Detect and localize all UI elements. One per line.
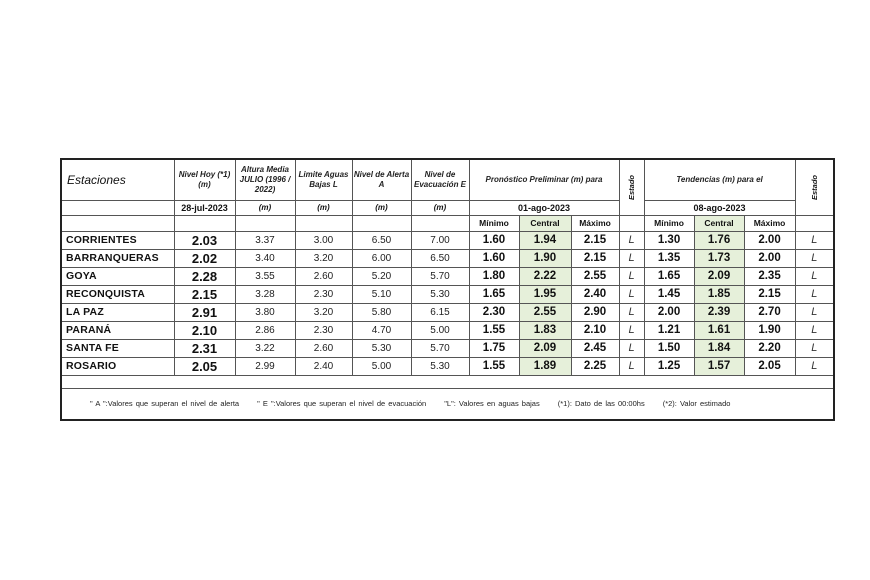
unit-altura-media: (m) bbox=[235, 200, 295, 215]
header-nivel-hoy: Nivel Hoy (*1) (m) bbox=[174, 159, 235, 200]
table-row bbox=[61, 303, 834, 321]
cell-t-min: 1.35 bbox=[644, 249, 694, 267]
cell-evac: 5.00 bbox=[411, 321, 469, 339]
cell-t-max: 2.00 bbox=[744, 249, 795, 267]
cell-station: LA PAZ bbox=[61, 303, 174, 321]
subheader-empty-cell bbox=[619, 215, 644, 231]
cell-f-max: 2.90 bbox=[571, 303, 619, 321]
cell-limite: 2.60 bbox=[295, 339, 352, 357]
cell-media: 3.28 bbox=[235, 285, 295, 303]
cell-t-cen: 2.39 bbox=[694, 303, 744, 321]
cell-t-est: L bbox=[795, 303, 834, 321]
cell-station: RECONQUISTA bbox=[61, 285, 174, 303]
header-estado-pronostico bbox=[619, 159, 644, 215]
table-row bbox=[61, 267, 834, 285]
cell-alerta: 6.50 bbox=[352, 231, 411, 249]
cell-f-est: L bbox=[619, 285, 644, 303]
estado-label: Estado bbox=[809, 174, 819, 200]
cell-media: 3.55 bbox=[235, 267, 295, 285]
cell-f-cen: 2.09 bbox=[519, 339, 571, 357]
footnote-estimado: (*2): Valor estimado bbox=[662, 399, 731, 408]
cell-f-est: L bbox=[619, 231, 644, 249]
cell-hoy: 2.02 bbox=[174, 249, 235, 267]
cell-f-min: 1.60 bbox=[469, 231, 519, 249]
cell-t-est: L bbox=[795, 249, 834, 267]
cell-t-est: L bbox=[795, 231, 834, 249]
cell-station: SANTA FE bbox=[61, 339, 174, 357]
cell-limite: 2.40 bbox=[295, 357, 352, 375]
cell-f-max: 2.55 bbox=[571, 267, 619, 285]
cell-t-cen: 1.57 bbox=[694, 357, 744, 375]
cell-t-max: 2.05 bbox=[744, 357, 795, 375]
cell-station: ROSARIO bbox=[61, 357, 174, 375]
cell-f-min: 1.55 bbox=[469, 321, 519, 339]
cell-station: CORRIENTES bbox=[61, 231, 174, 249]
footnotes bbox=[61, 388, 834, 420]
date-forecast: 01-ago-2023 bbox=[469, 200, 619, 215]
cell-evac: 6.50 bbox=[411, 249, 469, 267]
cell-f-cen: 1.89 bbox=[519, 357, 571, 375]
cell-limite: 2.30 bbox=[295, 321, 352, 339]
cell-t-min: 2.00 bbox=[644, 303, 694, 321]
cell-evac: 6.15 bbox=[411, 303, 469, 321]
cell-f-min: 1.65 bbox=[469, 285, 519, 303]
cell-alerta: 5.80 bbox=[352, 303, 411, 321]
cell-limite: 2.30 bbox=[295, 285, 352, 303]
cell-t-min: 1.50 bbox=[644, 339, 694, 357]
river-levels-report bbox=[60, 158, 833, 421]
cell-f-min: 1.80 bbox=[469, 267, 519, 285]
cell-t-min: 1.65 bbox=[644, 267, 694, 285]
cell-alerta: 6.00 bbox=[352, 249, 411, 267]
cell-alerta: 5.00 bbox=[352, 357, 411, 375]
cell-alerta: 5.10 bbox=[352, 285, 411, 303]
cell-t-max: 2.15 bbox=[744, 285, 795, 303]
subheader-minimo: Mínimo bbox=[644, 215, 694, 231]
footnote-bajas: "L": Valores en aguas bajas bbox=[444, 399, 540, 408]
header-limite-aguas-bajas: Limite Aguas Bajas L bbox=[295, 159, 352, 200]
footnote-row bbox=[61, 388, 834, 420]
cell-f-cen: 1.83 bbox=[519, 321, 571, 339]
cell-t-min: 1.45 bbox=[644, 285, 694, 303]
header-tendencias: Tendencias (m) para el bbox=[644, 159, 795, 200]
cell-hoy: 2.31 bbox=[174, 339, 235, 357]
spacer-cell bbox=[61, 375, 834, 388]
subheader-maximo: Máximo bbox=[744, 215, 795, 231]
cell-f-min: 1.55 bbox=[469, 357, 519, 375]
table-row bbox=[61, 321, 834, 339]
cell-station: PARANÁ bbox=[61, 321, 174, 339]
cell-t-cen: 1.84 bbox=[694, 339, 744, 357]
footnote-dato: (*1): Dato de las 00:00hs bbox=[557, 399, 645, 408]
cell-alerta: 5.30 bbox=[352, 339, 411, 357]
cell-f-max: 2.45 bbox=[571, 339, 619, 357]
subheader-empty-cell bbox=[61, 215, 174, 231]
cell-f-est: L bbox=[619, 357, 644, 375]
cell-station: BARRANQUERAS bbox=[61, 249, 174, 267]
date-row bbox=[61, 200, 834, 215]
cell-f-min: 1.60 bbox=[469, 249, 519, 267]
subheader-empty-cell bbox=[411, 215, 469, 231]
cell-f-max: 2.25 bbox=[571, 357, 619, 375]
subheader-central: Central bbox=[694, 215, 744, 231]
cell-t-max: 1.90 bbox=[744, 321, 795, 339]
subheader-central: Central bbox=[519, 215, 571, 231]
cell-t-est: L bbox=[795, 285, 834, 303]
cell-f-cen: 1.94 bbox=[519, 231, 571, 249]
cell-t-est: L bbox=[795, 357, 834, 375]
cell-f-min: 2.30 bbox=[469, 303, 519, 321]
cell-f-est: L bbox=[619, 339, 644, 357]
cell-f-cen: 1.95 bbox=[519, 285, 571, 303]
table-row bbox=[61, 339, 834, 357]
cell-hoy: 2.10 bbox=[174, 321, 235, 339]
cell-f-max: 2.15 bbox=[571, 231, 619, 249]
cell-t-max: 2.00 bbox=[744, 231, 795, 249]
cell-f-max: 2.10 bbox=[571, 321, 619, 339]
header-estaciones: Estaciones bbox=[61, 159, 174, 200]
cell-t-max: 2.20 bbox=[744, 339, 795, 357]
subheader-row bbox=[61, 215, 834, 231]
cell-t-max: 2.35 bbox=[744, 267, 795, 285]
date-trend: 08-ago-2023 bbox=[644, 200, 795, 215]
cell-evac: 5.30 bbox=[411, 285, 469, 303]
date-today: 28-jul-2023 bbox=[174, 200, 235, 215]
unit-limite: (m) bbox=[295, 200, 352, 215]
cell-t-est: L bbox=[795, 267, 834, 285]
table-row bbox=[61, 285, 834, 303]
cell-evac: 5.70 bbox=[411, 339, 469, 357]
cell-evac: 5.30 bbox=[411, 357, 469, 375]
subheader-empty-cell bbox=[352, 215, 411, 231]
cell-hoy: 2.05 bbox=[174, 357, 235, 375]
cell-f-est: L bbox=[619, 267, 644, 285]
cell-f-max: 2.40 bbox=[571, 285, 619, 303]
estado-label: Estado bbox=[627, 174, 637, 200]
footnote-alerta: " A ":Valores que superan el nivel de alerta bbox=[90, 399, 240, 408]
cell-t-min: 1.25 bbox=[644, 357, 694, 375]
river-levels-table bbox=[60, 158, 835, 421]
cell-f-min: 1.75 bbox=[469, 339, 519, 357]
cell-f-cen: 2.55 bbox=[519, 303, 571, 321]
cell-limite: 2.60 bbox=[295, 267, 352, 285]
header-nivel-evacuacion: Nivel de Evacuación E bbox=[411, 159, 469, 200]
spacer-row bbox=[61, 375, 834, 388]
cell-f-est: L bbox=[619, 303, 644, 321]
table-row bbox=[61, 249, 834, 267]
cell-t-min: 1.30 bbox=[644, 231, 694, 249]
cell-media: 3.22 bbox=[235, 339, 295, 357]
cell-t-min: 1.21 bbox=[644, 321, 694, 339]
header-estado-tendencia bbox=[795, 159, 834, 215]
cell-f-cen: 2.22 bbox=[519, 267, 571, 285]
cell-f-est: L bbox=[619, 249, 644, 267]
subheader-empty-cell bbox=[235, 215, 295, 231]
table-row bbox=[61, 357, 834, 375]
cell-alerta: 5.20 bbox=[352, 267, 411, 285]
cell-hoy: 2.28 bbox=[174, 267, 235, 285]
header-nivel-alerta: Nivel de Alerta A bbox=[352, 159, 411, 200]
unit-alerta: (m) bbox=[352, 200, 411, 215]
subheader-empty-cell bbox=[795, 215, 834, 231]
subheader-maximo: Máximo bbox=[571, 215, 619, 231]
cell-media: 2.99 bbox=[235, 357, 295, 375]
cell-t-cen: 1.76 bbox=[694, 231, 744, 249]
header-altura-media: Altura Media JULIO (1996 / 2022) bbox=[235, 159, 295, 200]
cell-media: 3.40 bbox=[235, 249, 295, 267]
subheader-minimo: Mínimo bbox=[469, 215, 519, 231]
cell-t-est: L bbox=[795, 321, 834, 339]
subheader-empty-cell bbox=[174, 215, 235, 231]
header-row bbox=[61, 159, 834, 200]
table-row bbox=[61, 231, 834, 249]
cell-evac: 5.70 bbox=[411, 267, 469, 285]
cell-t-est: L bbox=[795, 339, 834, 357]
cell-hoy: 2.91 bbox=[174, 303, 235, 321]
cell-media: 3.37 bbox=[235, 231, 295, 249]
cell-evac: 7.00 bbox=[411, 231, 469, 249]
cell-t-cen: 1.85 bbox=[694, 285, 744, 303]
date-empty-cell bbox=[61, 200, 174, 215]
cell-limite: 3.20 bbox=[295, 303, 352, 321]
cell-t-cen: 1.73 bbox=[694, 249, 744, 267]
cell-limite: 3.20 bbox=[295, 249, 352, 267]
subheader-empty-cell bbox=[295, 215, 352, 231]
cell-f-cen: 1.90 bbox=[519, 249, 571, 267]
cell-media: 2.86 bbox=[235, 321, 295, 339]
cell-f-max: 2.15 bbox=[571, 249, 619, 267]
cell-limite: 3.00 bbox=[295, 231, 352, 249]
cell-t-cen: 1.61 bbox=[694, 321, 744, 339]
footnote-evacuacion: " E ":Valores que superan el nivel de evacuación bbox=[257, 399, 427, 408]
unit-evacuacion: (m) bbox=[411, 200, 469, 215]
cell-hoy: 2.15 bbox=[174, 285, 235, 303]
cell-alerta: 4.70 bbox=[352, 321, 411, 339]
cell-station: GOYA bbox=[61, 267, 174, 285]
cell-t-max: 2.70 bbox=[744, 303, 795, 321]
cell-hoy: 2.03 bbox=[174, 231, 235, 249]
cell-f-est: L bbox=[619, 321, 644, 339]
header-pronostico: Pronóstico Preliminar (m) para bbox=[469, 159, 619, 200]
cell-t-cen: 2.09 bbox=[694, 267, 744, 285]
cell-media: 3.80 bbox=[235, 303, 295, 321]
